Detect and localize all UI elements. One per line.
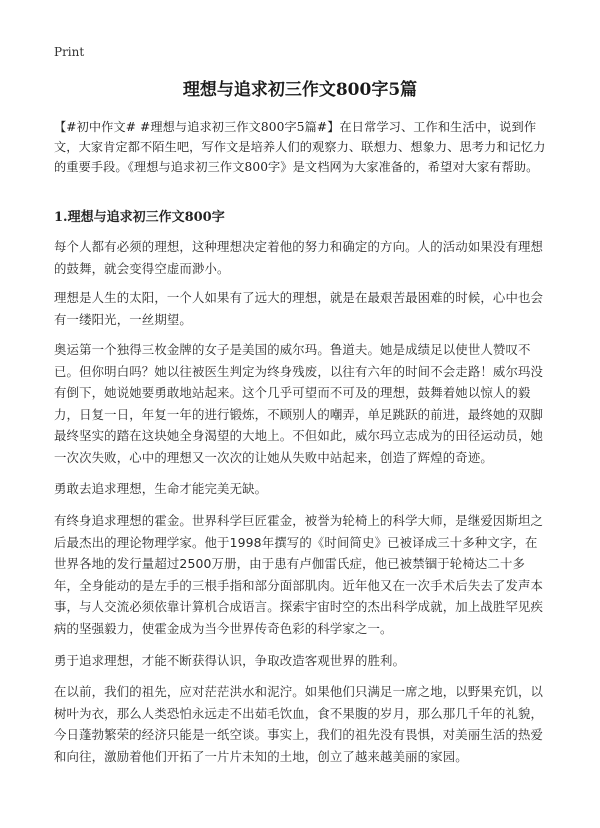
body-paragraph: 勇于追求理想，才能不断获得认识，争取改造客观世界的胜利。 (54, 653, 406, 668)
document-title: 理想与追求初三作文800字5篇 (182, 80, 418, 100)
body-paragraph: 勇敢去追求理想，生命才能完美无缺。 (54, 481, 268, 496)
intro-paragraph: 【#初中作文# #理想与追求初三作文800字5篇#】在日常学习、工作和生活中，说到作文，大家肯定都不陌生吧，写作文是培养人们的观察力、联想力、想象力、思考力和记忆力的重要手段。《理想与追求初三作文800字》是文档网为大家准备的，希望对大家有帮助。 (54, 120, 546, 174)
body-paragraph: 有终身追求理想的霍金。世界科学巨匠霍金，被誉为轮椅上的科学大师，是继爱因斯坦之后最杰出的理论物理学家。他于1998年撰写的《时间简史》已被译成三十多种文字，在世界各地的发行量超过2500万册，由于患有卢伽雷氏症，他已被禁锢于轮椅达二十多年，全身能动的是左手的三根手指和部分面部肌肉。近年他又在一次手术后失去了发声本事，与人交流必须依靠计算机合成语言。探索宇宙时空的杰出科学成就，加上战胜罕见疾病的坚强毅力，使霍金成为当今世界传奇色彩的科学家之一。 (54, 513, 544, 636)
section-heading: 1.理想与追求初三作文800字 (54, 210, 225, 225)
print-link[interactable]: Print (54, 45, 85, 59)
body-paragraph: 理想是人生的太阳，一个人如果有了远大的理想，就是在最艰苦最困难的时候，心中也会有一缕阳光，一丝期望。 (54, 290, 544, 327)
body-paragraph: 奥运第一个独得三枚金牌的女子是美国的威尔玛。鲁道夫。她是成绩足以使世人赞叹不已。但你明白吗？她以往被医生判定为终身残废，以往有六年的时间不会走路！威尔玛没有倒下，她说她要勇敢地站起来。这个几乎可望而不可及的理想，鼓舞着她以惊人的毅力，日复一日，年复一年的进行锻炼，不顾别人的嘲弄，单足跳跃的前进，最终她的双脚最终坚实的踏在这块她全身渴望的大地上。不但如此，威尔玛立志成为的田径运动员，她一次次失败，心中的理想又一次次的让她从失败中站起来，创造了辉煌的奇迹。 (54, 342, 544, 465)
body-paragraph: 每个人都有必须的理想，这种理想决定着他的努力和确定的方向。人的活动如果没有理想的鼓舞，就会变得空虚而渺小。 (54, 239, 544, 276)
body-paragraph: 在以前，我们的祖先，应对茫茫洪水和泥泞。如果他们只满足一席之地，以野果充饥，以树叶为衣，那么人类恐怕永远走不出茹毛饮血，食不果腹的岁月，那么那几千年的礼貌，今日蓬勃繁荣的经济只能是一纸空谈。事实上，我们的祖先没有畏惧，对美丽生活的热爱和向往，激励着他们开拓了一片片未知的土地，创立了越来越美丽的家园。 (54, 684, 544, 764)
